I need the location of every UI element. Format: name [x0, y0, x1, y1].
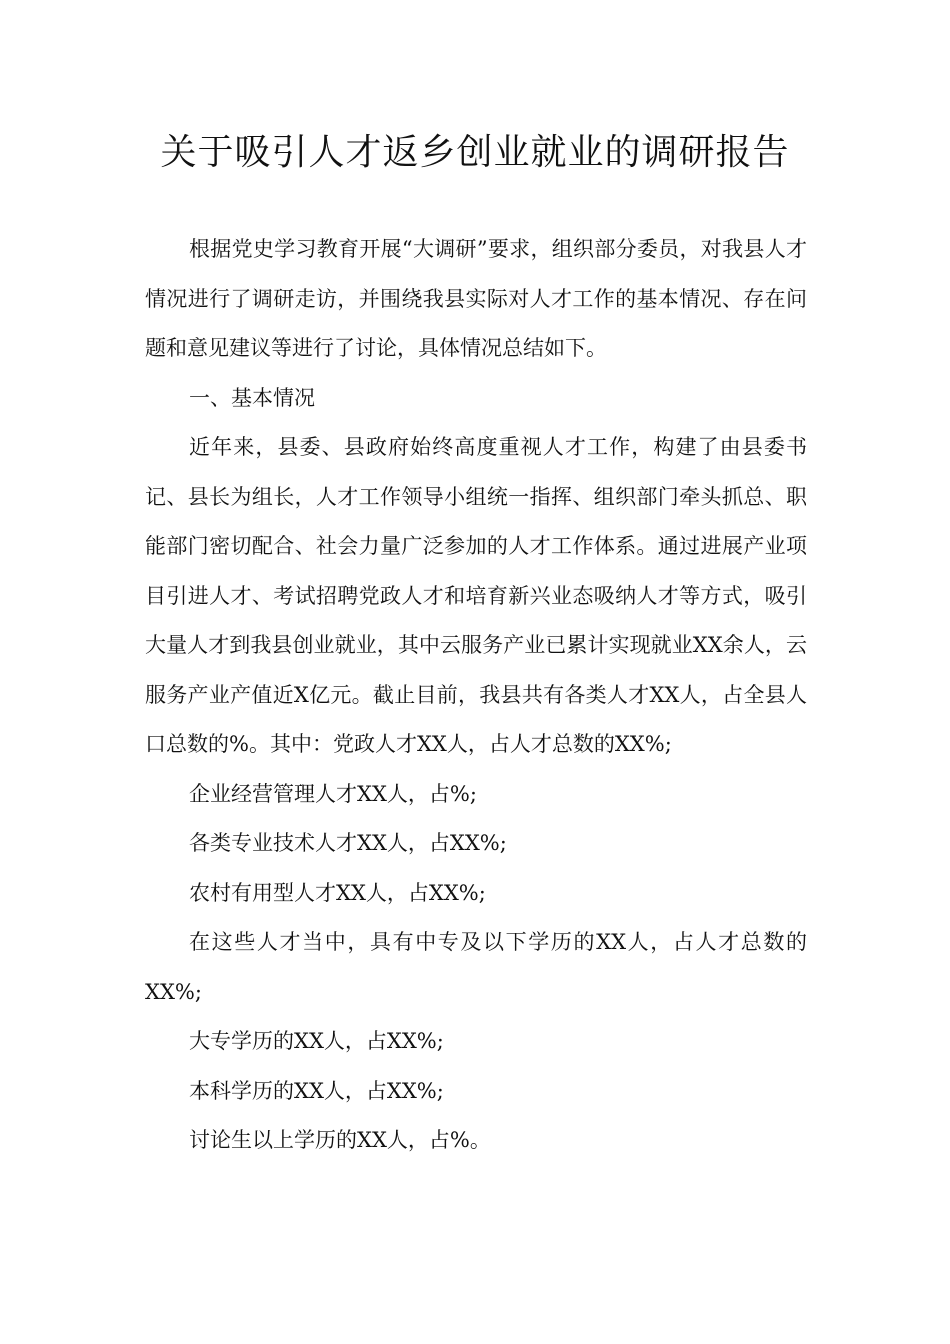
document-body — [145, 225, 807, 1166]
bachelor-degree-line: 本科学历的XX人，占XX%; — [189, 1078, 444, 1103]
enterprise-management-line: 企业经营管理人才XX人，占%; — [189, 781, 477, 806]
postgraduate-line: 讨论生以上学历的XX人，占%。 — [189, 1128, 491, 1152]
education-paragraph: 在这些人才当中，具有中专及以下学历的XX人，占人才总数的XX%; — [145, 930, 807, 1004]
intro-paragraph: 根据党史学习教育开展“大调研”要求，组织部分委员，对我县人才情况进行了调研走访，并围绕我县实际对人才工作的基本情况、存在问题和意见建议等进行了讨论，具体情况总结如下。 — [145, 237, 807, 360]
rural-practical-line: 农村有用型人才XX人，占XX%; — [189, 880, 486, 905]
document-title: 关于吸引人才返乡创业就业的调研报告 — [160, 132, 790, 173]
basic-situation-paragraph: 近年来，县委、县政府始终高度重视人才工作，构建了由县委书记、县长为组长，人才工作领导小组统一指挥、组织部门牵头抓总、职能部门密切配合、社会力量广泛参加的人才工作体系。通过进展产业项目引进人才、考试招聘党政人才和培育新兴业态吸纳人才等方式，吸引大量人才到我县创业就业，其中云服务产业已累计实现就业XX余人，云服务产业产值近X亿元。截止目前，我县共有各类人才XX人，占全县人口总数的%。其中：党政人才XX人，占人才总数的XX%; — [145, 435, 807, 756]
section-heading-basic-situation: 一、基本情况 — [189, 385, 315, 410]
professional-technical-line: 各类专业技术人才XX人，占XX%; — [189, 831, 507, 855]
college-degree-line: 大专学历的XX人，占XX%; — [189, 1029, 444, 1053]
